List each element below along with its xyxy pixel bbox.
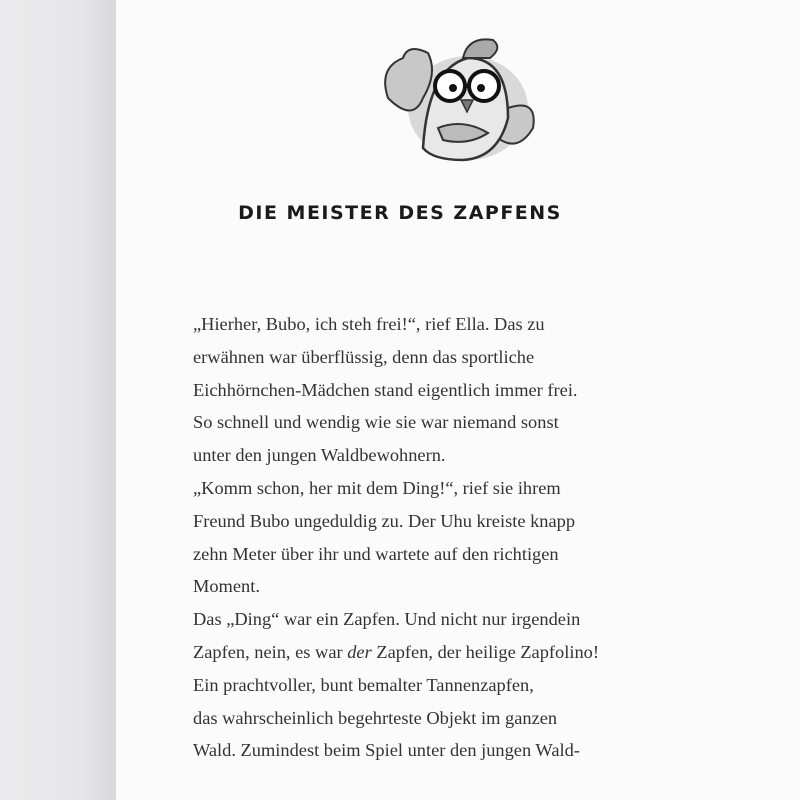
text-line: erwähnen war überflüssig, denn das sportliche — [193, 346, 535, 367]
text-line: das wahrscheinlich begehrteste Objekt im ganzen — [193, 707, 558, 728]
owl-illustration-icon — [368, 28, 544, 168]
text-line: So schnell und wendig wie sie war niemand sonst — [193, 412, 559, 433]
italic-emphasis: der — [347, 641, 372, 662]
page-gutter — [0, 0, 116, 800]
text-line — [193, 636, 693, 669]
text-line: Freund Bubo ungeduldig zu. Der Uhu kreiste knapp — [193, 510, 576, 531]
text-segment: Zapfen, der heilige Zapfolino! — [371, 641, 599, 662]
text-segment: Zapfen, nein, es war — [193, 641, 348, 662]
text-line: „Komm schon, her mit dem Ding!“, rief sie ihrem — [193, 477, 561, 498]
text-line: „Hierher, Bubo, ich steh frei!“, rief Ella. Das zu — [193, 314, 545, 334]
text-line: Ein prachtvoller, bunt bemalter Tannenzapfen, — [193, 674, 534, 695]
text-line: Das „Ding“ war ein Zapfen. Und nicht nur irgendein — [193, 609, 581, 630]
body-text — [193, 308, 693, 767]
text-line: Moment. — [193, 576, 260, 597]
text-line: Eichhörnchen-Mädchen stand eigentlich immer frei. — [193, 379, 578, 400]
text-line: Wald. Zumindest beim Spiel unter den jungen Wald- — [193, 740, 580, 761]
text-line: zehn Meter über ihr und wartete auf den richtigen — [193, 543, 559, 564]
text-line: unter den jungen Waldbewohnern. — [193, 445, 446, 466]
chapter-title: DIE MEISTER DES ZAPFENS — [238, 202, 562, 224]
